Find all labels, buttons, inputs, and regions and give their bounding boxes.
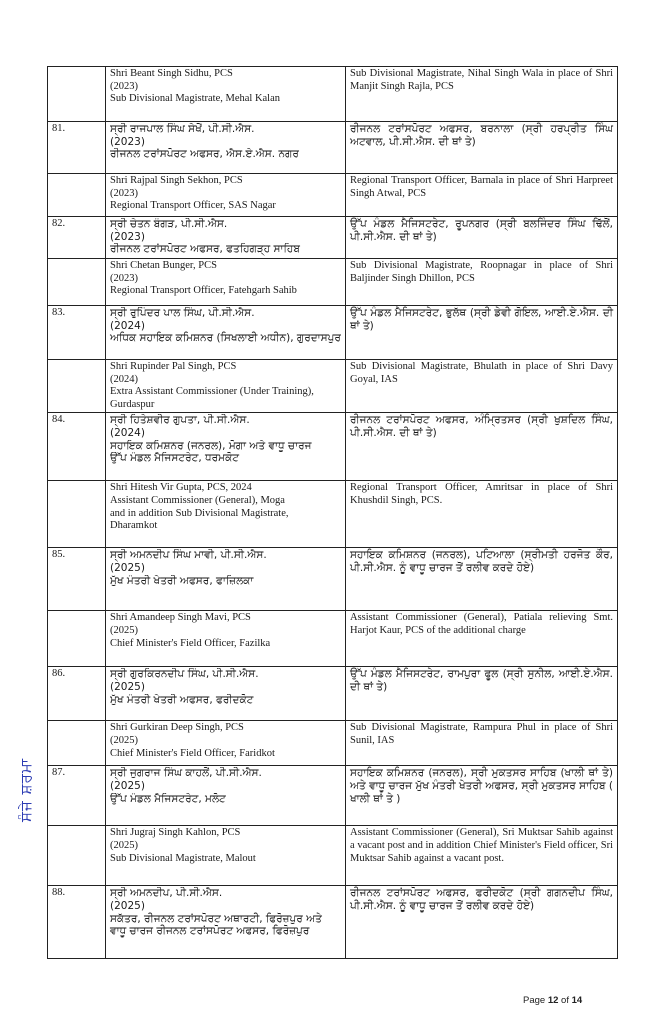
- officer-line: ਉੱਪ ਮੰਡਲ ਮੈਜਿਸਟਰੇਟ, ਧਰਮਕੋਟ: [110, 452, 239, 465]
- serial-number: [48, 174, 106, 217]
- table-row: [48, 766, 618, 826]
- table-row: [48, 217, 618, 259]
- serial-number: [48, 721, 106, 766]
- table-row: [48, 413, 618, 481]
- serial-number: [48, 611, 106, 667]
- posting-cell: [346, 667, 618, 721]
- posting-cell: [346, 122, 618, 174]
- officer-cell: [106, 413, 346, 481]
- serial-number: [48, 481, 106, 548]
- page-current: 12: [547, 995, 559, 1006]
- page-footer: [523, 995, 582, 1006]
- officer-line: Shri Beant Singh Sidhu, PCS: [110, 68, 233, 79]
- officer-line: ਸਕੱਤਰ, ਰੀਜਨਲ ਟਰਾਂਸਪੋਰਟ ਅਥਾਰਟੀ, ਫਿਰੋਜ਼ਪੁਰ ਅਤੇ ਵਾਧੂ ਚਾਰਜ ਰੀਜਨਲ ਟਰਾਂਸਪੋਰਟ ਅਫਸਰ, ਫਿਰੋਜ਼ਪੁਰ: [110, 912, 322, 938]
- officer-line: Sub Divisional Magistrate, Malout: [110, 852, 256, 864]
- posting-text: Sub Divisional Magistrate, Roopnagar in place of Shri Baljinder Singh Dhillon, PCS: [350, 260, 613, 284]
- posting-text: ਉੱਪ ਮੰਡਲ ਮੈਜਿਸਟਰੇਟ, ਰੂਪਨਗਰ (ਸ੍ਰੀ ਬਲਜਿੰਦਰ ਸਿੰਘ ਢਿੱਲੋਂ, ਪੀ.ਸੀ.ਐਸ. ਦੀ ਥਾਂ ਤੇ): [350, 218, 613, 243]
- page-total: 14: [571, 995, 583, 1006]
- officer-line: ਸ੍ਰੀ ਅਮਨਦੀਪ ਸਿੰਘ ਮਾਵੀ, ਪੀ.ਸੀ.ਐਸ.: [110, 549, 267, 562]
- officer-line: Shri Rajpal Singh Sekhon, PCS: [110, 175, 243, 186]
- posting-text: ਉੱਪ ਮੰਡਲ ਮੈਜਿਸਟਰੇਟ, ਭੁਲੱਥ (ਸ੍ਰੀ ਡੇਵੀ ਗੋਇਲ, ਆਈ.ਏ.ਐਸ. ਦੀ ਥਾਂ ਤੇ): [350, 307, 613, 332]
- serial-number: 86.: [48, 667, 106, 721]
- officer-cell: [106, 306, 346, 360]
- serial-number: 82.: [48, 217, 106, 259]
- officer-line: Shri Chetan Bunger, PCS: [110, 260, 217, 271]
- posting-cell: [346, 360, 618, 413]
- officer-cell: [106, 611, 346, 667]
- serial-number: 88.: [48, 886, 106, 959]
- officer-line: Shri Rupinder Pal Singh, PCS: [110, 361, 237, 372]
- page-label: Page: [523, 995, 546, 1006]
- officer-line: (2023): [110, 187, 138, 199]
- posting-cell: [346, 611, 618, 667]
- officer-line: (2023): [110, 230, 145, 243]
- officer-line: (2025): [110, 734, 138, 746]
- officer-line: (2023): [110, 80, 138, 92]
- serial-number: [48, 67, 106, 122]
- table-row: [48, 721, 618, 766]
- officer-line: Shri Gurkiran Deep Singh, PCS: [110, 722, 244, 734]
- serial-number: 83.: [48, 306, 106, 360]
- officer-line: ਅਧਿਕ ਸਹਾਇਕ ਕਮਿਸ਼ਨਰ (ਸਿਖਲਾਈ ਅਧੀਨ), ਗੁਰਦਾਸਪੁਰ: [110, 332, 341, 345]
- officer-line: ਮੁੱਖ ਮੰਤਰੀ ਖੇਤਰੀ ਅਫਸਰ, ਫਾਜ਼ਿਲਕਾ: [110, 574, 254, 587]
- officer-line: ਮੁੱਖ ਮੰਤਰੀ ਖੇਤਰੀ ਅਫਸਰ, ਫਰੀਦਕੋਟ: [110, 693, 254, 706]
- table-row: [48, 826, 618, 886]
- officer-line: (2025): [110, 624, 138, 636]
- officer-line: ਰੀਜਨਲ ਟਰਾਂਸਪੋਰਟ ਅਫਸਰ, ਫਤਹਿਗੜ੍ਹ ਸਾਹਿਬ: [110, 243, 300, 256]
- officer-line: Shri Amandeep Singh Mavi, PCS: [110, 612, 251, 624]
- serial-number: 81.: [48, 122, 106, 174]
- posting-text: Sub Divisional Magistrate, Rampura Phul in place of Shri Sunil, IAS: [350, 722, 613, 746]
- posting-text: ਰੀਜਨਲ ਟਰਾਂਸਪੋਰਟ ਅਫਸਰ, ਬਰਨਾਲਾ (ਸ੍ਰੀ ਹਰਪ੍ਰੀਤ ਸਿੰਘ ਅਟਵਾਲ, ਪੀ.ਸੀ.ਐਸ. ਦੀ ਥਾਂ ਤੇ): [350, 123, 613, 148]
- officer-cell: [106, 67, 346, 122]
- officer-line: ਸ੍ਰੀ ਗੁਰਕਿਰਨਦੀਪ ਸਿੰਘ, ਪੀ.ਸੀ.ਐਸ.: [110, 668, 259, 681]
- officer-line: ਸਹਾਇਕ ਕਮਿਸ਼ਨਰ (ਜਨਰਲ), ਮੋਗਾ ਅਤੇ ਵਾਧੂ ਚਾਰਜ: [110, 439, 312, 452]
- table-row: [48, 174, 618, 217]
- posting-cell: [346, 826, 618, 886]
- posting-cell: [346, 413, 618, 481]
- posting-text: Sub Divisional Magistrate, Bhulath in place of Shri Davy Goyal, IAS: [350, 361, 613, 385]
- officer-cell: [106, 548, 346, 611]
- officer-line: (2024): [110, 373, 138, 385]
- serial-number: 85.: [48, 548, 106, 611]
- posting-text: ਸਹਾਇਕ ਕਮਿਸ਼ਨਰ (ਜਨਰਲ), ਪਟਿਆਲਾ (ਸ੍ਰੀਮਤੀ ਹਰਜੋਤ ਕੌਰ, ਪੀ.ਸੀ.ਐਸ. ਨੂੰ ਵਾਧੂ ਚਾਰਜ ਤੋਂ ਰਲੀਵ ਕਰਦੇ ਹੋਏ): [350, 549, 613, 574]
- signature-text: ਸੰਜੇ ਸ਼ਰਮਾ: [17, 757, 35, 823]
- officer-cell: [106, 721, 346, 766]
- serial-number: 87.: [48, 766, 106, 826]
- serial-number: [48, 826, 106, 886]
- officer-line: Shri Hitesh Vir Gupta, PCS, 2024: [110, 482, 252, 494]
- table-row: [48, 611, 618, 667]
- of-label: of: [561, 995, 569, 1006]
- officer-cell: [106, 360, 346, 413]
- officer-cell: [106, 886, 346, 959]
- officer-line: Sub Divisional Magistrate, Mehal Kalan: [110, 93, 281, 105]
- officer-line: (2024): [110, 426, 145, 439]
- table-row: [48, 360, 618, 413]
- officer-line: and in addition Sub Divisional Magistrate,: [110, 507, 289, 519]
- officer-cell: [106, 174, 346, 217]
- officer-cell: [106, 826, 346, 886]
- officer-line: (2025): [110, 561, 145, 574]
- officer-line: Extra Assistant Commissioner (Under Training), Gurdaspur: [110, 386, 314, 410]
- table-row: [48, 67, 618, 122]
- table-row: [48, 886, 618, 959]
- signature: [2, 690, 50, 890]
- officer-line: Chief Minister's Field Officer, Faridkot: [110, 747, 275, 759]
- posting-text: ਰੀਜਨਲ ਟਰਾਂਸਪੋਰਟ ਅਫਸਰ, ਅੰਮ੍ਰਿਤਸਰ (ਸ੍ਰੀ ਖੁਸ਼ਦਿਲ ਸਿੰਘ, ਪੀ.ਸੀ.ਐਸ. ਦੀ ਥਾਂ ਤੇ): [350, 414, 613, 439]
- officer-line: ਸ੍ਰੀ ਜੁਗਰਾਜ ਸਿੰਘ ਕਾਹਲੋਂ, ਪੀ.ਸੀ.ਐਸ.: [110, 767, 262, 780]
- posting-cell: [346, 259, 618, 306]
- officer-line: ਸ੍ਰੀ ਰੁਪਿੰਦਰ ਪਾਲ ਸਿੰਘ, ਪੀ.ਸੀ.ਐਸ.: [110, 307, 255, 319]
- officer-line: ਰੀਜਨਲ ਟਰਾਂਸਪੋਰਟ ਅਫਸਰ, ਐਸ.ਏ.ਐਸ. ਨਗਰ: [110, 148, 299, 161]
- table-row: [48, 548, 618, 611]
- posting-text: ਸਹਾਇਕ ਕਮਿਸ਼ਨਰ (ਜਨਰਲ), ਸ੍ਰੀ ਮੁਕਤਸਰ ਸਾਹਿਬ (ਖਾਲੀ ਥਾਂ ਤੇ) ਅਤੇ ਵਾਧੂ ਚਾਰਜ ਮੁੱਖ ਮੰਤਰੀ ਖੇਤਰੀ ਅਫਸਰ, ਸ੍ਰੀ ਮੁਕਤਸਰ ਸਾਹਿਬ ( ਖਾਲੀ ਥਾਂ ਤੇ ): [350, 767, 613, 805]
- posting-cell: [346, 306, 618, 360]
- posting-text: Regional Transport Officer, Amritsar in place of Shri Khushdil Singh, PCS.: [350, 482, 613, 506]
- officer-line: (2025): [110, 680, 145, 693]
- officer-line: (2023): [110, 135, 145, 148]
- table-row: [48, 122, 618, 174]
- officer-line: Dharamkot: [110, 520, 158, 532]
- posting-text: ਉੱਪ ਮੰਡਲ ਮੈਜਿਸਟਰੇਟ, ਰਾਮਪੁਰਾ ਫੂਲ (ਸ੍ਰੀ ਸੁਨੀਲ, ਆਈ.ਏ.ਐਸ. ਦੀ ਥਾਂ ਤੇ): [350, 668, 613, 693]
- officer-cell: [106, 122, 346, 174]
- officer-line: (2024): [110, 319, 145, 332]
- officer-line: (2025): [110, 899, 145, 912]
- serial-number: 84.: [48, 413, 106, 481]
- transfer-orders-table: [47, 66, 618, 959]
- officer-line: (2023): [110, 272, 138, 284]
- officer-cell: [106, 259, 346, 306]
- officer-line: Regional Transport Officer, SAS Nagar: [110, 200, 276, 212]
- table-row: [48, 306, 618, 360]
- posting-cell: [346, 721, 618, 766]
- posting-text: ਰੀਜਨਲ ਟਰਾਂਸਪੋਰਟ ਅਫਸਰ, ਫਰੀਦਕੋਟ (ਸ੍ਰੀ ਗਗਨਦੀਪ ਸਿੰਘ, ਪੀ.ਸੀ.ਐਸ. ਨੂੰ ਵਾਧੂ ਚਾਰਜ ਤੋਂ ਰਲੀਵ ਕਰਦੇ ਹੋਏ): [350, 887, 613, 912]
- officer-line: Regional Transport Officer, Fatehgarh Sahib: [110, 285, 297, 297]
- table-row: [48, 481, 618, 548]
- officer-line: ਸ੍ਰੀ ਅਮਨਦੀਪ, ਪੀ.ਸੀ.ਐਸ.: [110, 887, 223, 900]
- table-row: [48, 259, 618, 306]
- posting-cell: [346, 174, 618, 217]
- officer-line: Chief Minister's Field Officer, Fazilka: [110, 637, 271, 649]
- officer-cell: [106, 766, 346, 826]
- table-row: [48, 667, 618, 721]
- posting-cell: [346, 217, 618, 259]
- officer-line: Assistant Commissioner (General), Moga: [110, 494, 285, 506]
- serial-number: [48, 360, 106, 413]
- posting-text: Assistant Commissioner (General), Patiala relieving Smt. Harjot Kaur, PCS of the additional charge: [350, 612, 613, 636]
- posting-cell: [346, 886, 618, 959]
- officer-cell: [106, 667, 346, 721]
- posting-text: Regional Transport Officer, Barnala in place of Shri Harpreet Singh Atwal, PCS: [350, 175, 613, 199]
- officer-line: ਸ੍ਰੀ ਚੇਤਨ ਬੰਗੜ, ਪੀ.ਸੀ.ਐਸ.: [110, 218, 228, 230]
- officer-line: ਸ੍ਰੀ ਰਾਜਪਾਲ ਸਿੰਘ ਸੇਖੋਂ, ਪੀ.ਸੀ.ਐਸ.: [110, 123, 255, 135]
- posting-cell: [346, 766, 618, 826]
- posting-text: Sub Divisional Magistrate, Nihal Singh Wala in place of Shri Manjit Singh Rajla, PCS: [350, 68, 613, 92]
- officer-cell: [106, 481, 346, 548]
- officer-line: ਸ੍ਰੀ ਹਿਤੇਸ਼ਵੀਰ ਗੁਪਤਾ, ਪੀ.ਸੀ.ਐਸ.: [110, 414, 250, 427]
- officer-line: (2025): [110, 779, 145, 792]
- posting-cell: [346, 548, 618, 611]
- posting-cell: [346, 67, 618, 122]
- officer-line: ਉੱਪ ਮੰਡਲ ਮੈਜਿਸਟਰੇਟ, ਮਲੋਟ: [110, 792, 226, 805]
- serial-number: [48, 259, 106, 306]
- officer-line: (2025): [110, 839, 138, 851]
- officer-line: Shri Jugraj Singh Kahlon, PCS: [110, 827, 241, 839]
- posting-cell: [346, 481, 618, 548]
- officer-cell: [106, 217, 346, 259]
- posting-text: Assistant Commissioner (General), Sri Muktsar Sahib against a vacant post and in addition Chief Minister's Field officer, Sri Muktsar Sahib against a vacant post.: [350, 827, 613, 864]
